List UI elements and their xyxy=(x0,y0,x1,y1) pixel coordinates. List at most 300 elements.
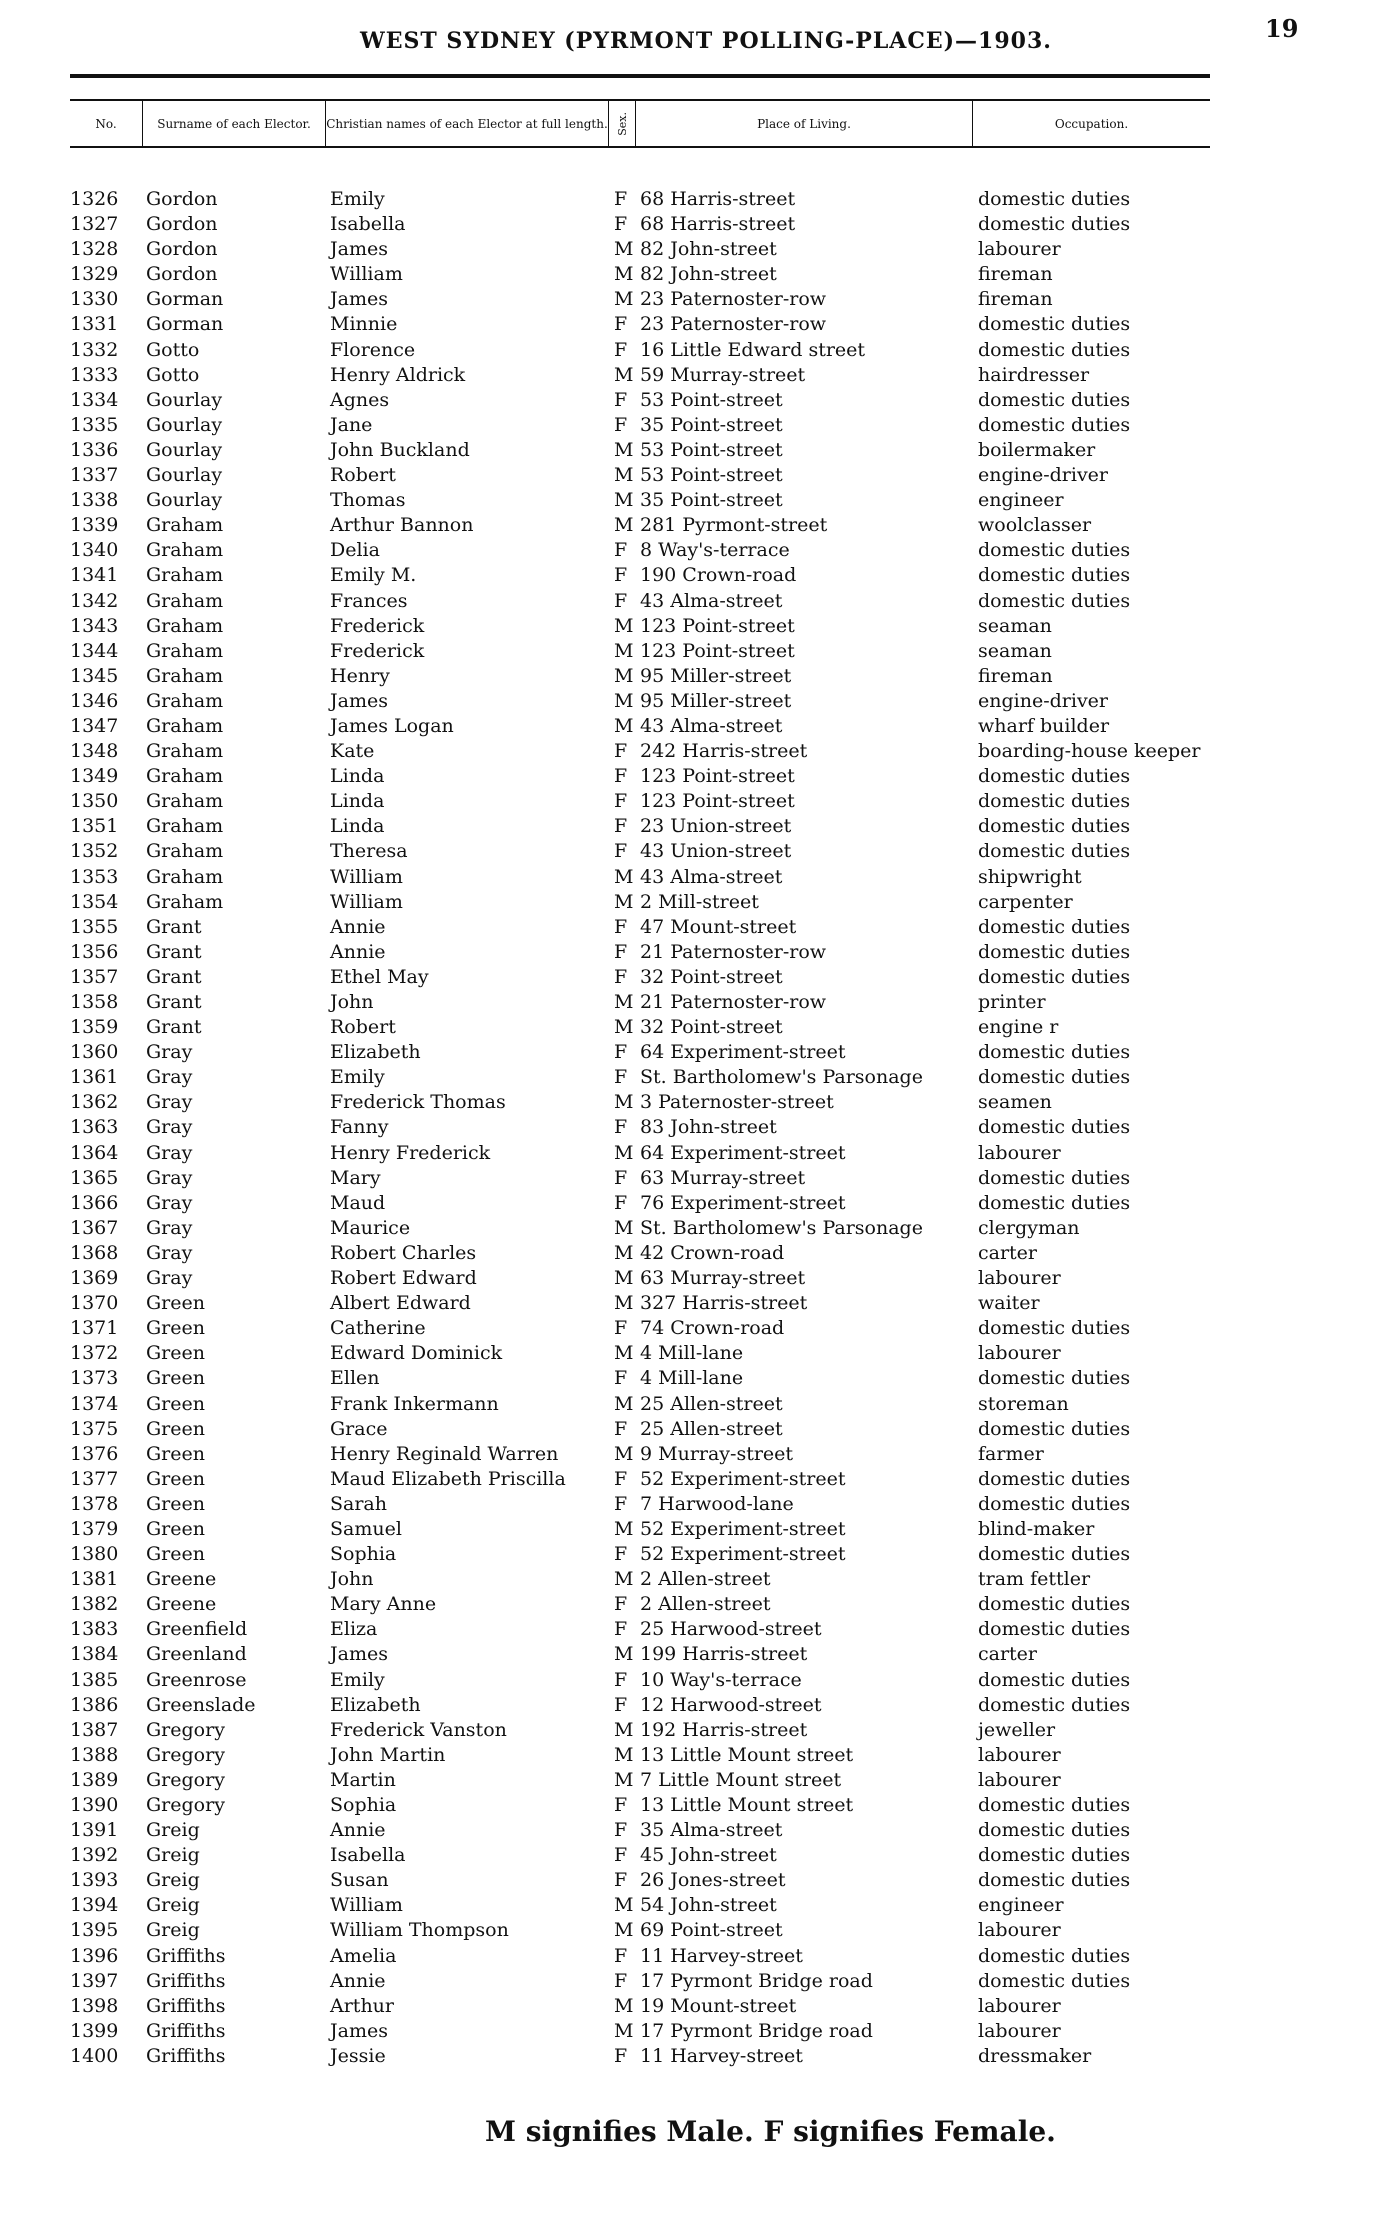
table-row xyxy=(0,1518,1382,1543)
table-row xyxy=(0,1418,1382,1443)
elector-sex: M xyxy=(614,1442,634,1465)
table-row xyxy=(0,891,1382,916)
table-row xyxy=(0,213,1382,238)
elector-sex: M xyxy=(614,1743,634,1766)
elector-christian-names: Annie xyxy=(330,1819,386,1842)
table-row xyxy=(0,514,1382,539)
elector-sex: F xyxy=(614,965,628,988)
elector-place-of-living: 123 Point-street xyxy=(640,790,795,813)
elector-number: 1362 xyxy=(70,1091,119,1114)
elector-sex: M xyxy=(614,288,634,311)
elector-sex: M xyxy=(614,1141,634,1164)
elector-christian-names: James xyxy=(330,238,388,261)
elector-occupation: domestic duties xyxy=(978,1317,1131,1340)
elector-occupation: domestic duties xyxy=(978,940,1131,963)
elector-christian-names: Robert Edward xyxy=(330,1267,477,1290)
elector-occupation: labourer xyxy=(978,2019,1061,2042)
elector-sex: M xyxy=(614,664,634,687)
table-row xyxy=(0,790,1382,815)
elector-christian-names: William xyxy=(330,865,403,888)
elector-sex: M xyxy=(614,1768,634,1791)
elector-number: 1369 xyxy=(70,1267,119,1290)
elector-sex: M xyxy=(614,714,634,737)
elector-place-of-living: 7 Harwood-lane xyxy=(640,1492,794,1515)
elector-surname: Graham xyxy=(146,790,224,813)
page-number: 19 xyxy=(1265,14,1299,43)
elector-place-of-living: 54 John-street xyxy=(640,1894,777,1917)
elector-number: 1331 xyxy=(70,313,119,336)
elector-surname: Gotto xyxy=(146,363,200,386)
elector-place-of-living: 2 Allen-street xyxy=(640,1593,771,1616)
elector-occupation: domestic duties xyxy=(978,1066,1131,1089)
elector-christian-names: Ellen xyxy=(330,1367,380,1390)
elector-sex: F xyxy=(614,1794,628,1816)
elector-occupation: carpenter xyxy=(978,890,1073,913)
table-row xyxy=(0,1593,1382,1618)
elector-sex: F xyxy=(614,1367,628,1390)
elector-christian-names: Eliza xyxy=(330,1618,378,1641)
elector-sex: M xyxy=(614,514,634,537)
elector-sex: M xyxy=(614,238,634,261)
elector-occupation: waiter xyxy=(978,1292,1040,1315)
elector-occupation: printer xyxy=(978,991,1046,1013)
elector-occupation: labourer xyxy=(978,1342,1061,1365)
elector-christian-names: Linda xyxy=(330,765,385,788)
elector-christian-names: Emily xyxy=(330,188,385,210)
elector-occupation: domestic duties xyxy=(978,1467,1131,1490)
elector-surname: Gregory xyxy=(146,1768,225,1791)
elector-surname: Gourlay xyxy=(146,388,223,411)
elector-occupation: seaman xyxy=(978,639,1052,662)
elector-number: 1344 xyxy=(70,639,119,662)
elector-place-of-living: 68 Harris-street xyxy=(640,188,796,210)
elector-occupation: domestic duties xyxy=(978,1417,1131,1440)
col-header-surname: Surname of each Elector. xyxy=(157,116,311,131)
elector-christian-names: Mary xyxy=(330,1166,381,1189)
elector-christian-names: Emily M. xyxy=(330,564,417,587)
elector-number: 1384 xyxy=(70,1643,119,1666)
elector-number: 1343 xyxy=(70,614,119,637)
elector-christian-names: Henry xyxy=(330,664,390,687)
top-rule xyxy=(70,74,1210,78)
elector-occupation: domestic duties xyxy=(978,815,1131,838)
elector-christian-names: Delia xyxy=(330,539,380,562)
elector-surname: Green xyxy=(146,1467,205,1490)
table-row xyxy=(0,690,1382,715)
elector-occupation: seamen xyxy=(978,1091,1052,1114)
elector-surname: Green xyxy=(146,1492,205,1515)
elector-number: 1373 xyxy=(70,1367,119,1390)
elector-surname: Grant xyxy=(146,915,202,938)
elector-place-of-living: 32 Point-street xyxy=(640,965,783,988)
table-row xyxy=(0,916,1382,941)
table-row xyxy=(0,665,1382,690)
elector-surname: Gordon xyxy=(146,188,218,210)
elector-number: 1350 xyxy=(70,790,119,813)
table-row xyxy=(0,1016,1382,1041)
table-row xyxy=(0,1317,1382,1342)
elector-surname: Greenfield xyxy=(146,1618,248,1641)
elector-christian-names: Isabella xyxy=(330,213,406,236)
elector-sex: F xyxy=(614,1166,628,1189)
elector-number: 1330 xyxy=(70,288,119,311)
elector-occupation: tram fettler xyxy=(978,1568,1091,1591)
elector-christian-names: Grace xyxy=(330,1417,388,1440)
table-row xyxy=(0,439,1382,464)
elector-surname: Gray xyxy=(146,1241,193,1264)
elector-surname: Graham xyxy=(146,689,224,712)
elector-surname: Gorman xyxy=(146,288,224,311)
elector-place-of-living: 25 Allen-street xyxy=(640,1417,783,1440)
elector-number: 1356 xyxy=(70,940,119,963)
table-row xyxy=(0,640,1382,665)
elector-sex: M xyxy=(614,1091,634,1114)
elector-place-of-living: 43 Union-street xyxy=(640,840,792,863)
page-title: WEST SYDNEY (PYRMONT POLLING-PLACE)—1903. xyxy=(360,28,1052,54)
elector-place-of-living: 123 Point-street xyxy=(640,614,795,637)
elector-occupation: domestic duties xyxy=(978,965,1131,988)
elector-number: 1363 xyxy=(70,1116,119,1139)
col-header-occupation: Occupation. xyxy=(1054,116,1129,131)
elector-surname: Green xyxy=(146,1543,205,1566)
elector-occupation: labourer xyxy=(978,1267,1061,1290)
elector-sex: F xyxy=(614,1693,628,1716)
elector-christian-names: Emily xyxy=(330,1066,385,1089)
elector-place-of-living: 123 Point-street xyxy=(640,639,795,662)
elector-place-of-living: 35 Point-street xyxy=(640,489,783,512)
elector-occupation: shipwright xyxy=(978,865,1082,888)
elector-christian-names: Arthur Bannon xyxy=(330,514,474,537)
elector-number: 1399 xyxy=(70,2019,119,2042)
elector-occupation: domestic duties xyxy=(978,1794,1131,1816)
elector-sex: F xyxy=(614,1668,628,1691)
elector-place-of-living: 45 John-street xyxy=(640,1844,777,1867)
elector-place-of-living: 74 Crown-road xyxy=(640,1317,785,1340)
elector-sex: F xyxy=(614,1969,628,1992)
elector-occupation: domestic duties xyxy=(978,388,1131,411)
elector-number: 1332 xyxy=(70,338,119,361)
elector-christian-names: Ethel May xyxy=(330,965,429,988)
elector-occupation: hairdresser xyxy=(978,363,1090,386)
table-row xyxy=(0,1493,1382,1518)
elector-surname: Greig xyxy=(146,1869,200,1892)
elector-sex: F xyxy=(614,1819,628,1842)
elector-sex: F xyxy=(614,1191,628,1214)
elector-sex: M xyxy=(614,1016,634,1039)
elector-surname: Greenrose xyxy=(146,1668,247,1691)
elector-surname: Greig xyxy=(146,1894,200,1917)
elector-list xyxy=(0,188,1382,2070)
elector-occupation: labourer xyxy=(978,1919,1061,1942)
elector-surname: Grant xyxy=(146,1016,202,1039)
elector-christian-names: John Martin xyxy=(330,1743,446,1766)
elector-occupation: domestic duties xyxy=(978,1191,1131,1214)
table-row xyxy=(0,489,1382,514)
elector-number: 1349 xyxy=(70,765,119,788)
elector-number: 1328 xyxy=(70,238,119,261)
table-row xyxy=(0,1091,1382,1116)
elector-surname: Greene xyxy=(146,1568,217,1591)
table-row xyxy=(0,866,1382,891)
elector-christian-names: Maud Elizabeth Priscilla xyxy=(330,1467,566,1490)
elector-number: 1377 xyxy=(70,1467,119,1490)
elector-place-of-living: 43 Alma-street xyxy=(640,714,783,737)
table-row xyxy=(0,765,1382,790)
elector-sex: F xyxy=(614,1618,628,1641)
table-row xyxy=(0,2045,1382,2070)
elector-number: 1374 xyxy=(70,1392,119,1415)
table-row xyxy=(0,1543,1382,1568)
table-row xyxy=(0,941,1382,966)
table-row xyxy=(0,1568,1382,1593)
table-row xyxy=(0,238,1382,263)
elector-christian-names: Mary Anne xyxy=(330,1593,437,1616)
elector-sex: M xyxy=(614,1267,634,1290)
table-row xyxy=(0,313,1382,338)
table-row xyxy=(0,263,1382,288)
elector-sex: F xyxy=(614,564,628,587)
elector-number: 1352 xyxy=(70,840,119,863)
elector-sex: M xyxy=(614,2019,634,2042)
elector-sex: M xyxy=(614,1241,634,1264)
elector-occupation: domestic duties xyxy=(978,1969,1131,1992)
elector-place-of-living: 76 Experiment-street xyxy=(640,1191,846,1214)
elector-surname: Graham xyxy=(146,564,224,587)
table-row xyxy=(0,188,1382,213)
elector-surname: Gray xyxy=(146,1141,193,1164)
elector-occupation: dressmaker xyxy=(978,2044,1092,2067)
elector-christian-names: Sarah xyxy=(330,1492,387,1515)
elector-place-of-living: 123 Point-street xyxy=(640,765,795,788)
elector-number: 1348 xyxy=(70,740,119,763)
table-row xyxy=(0,1794,1382,1819)
elector-surname: Graham xyxy=(146,664,224,687)
elector-number: 1366 xyxy=(70,1191,119,1214)
elector-surname: Gregory xyxy=(146,1743,225,1766)
table-row xyxy=(0,288,1382,313)
elector-occupation: domestic duties xyxy=(978,539,1131,562)
elector-sex: F xyxy=(614,589,628,612)
elector-occupation: domestic duties xyxy=(978,1944,1131,1967)
elector-occupation: boarding-house keeper xyxy=(978,740,1201,763)
elector-occupation: labourer xyxy=(978,1743,1061,1766)
elector-place-of-living: 17 Pyrmont Bridge road xyxy=(640,2019,873,2042)
elector-number: 1346 xyxy=(70,689,119,712)
col-header-no: No. xyxy=(95,116,117,131)
elector-surname: Gray xyxy=(146,1216,193,1239)
elector-number: 1396 xyxy=(70,1944,119,1967)
elector-number: 1392 xyxy=(70,1844,119,1867)
elector-sex: M xyxy=(614,438,634,461)
elector-number: 1335 xyxy=(70,413,119,436)
elector-surname: Gourlay xyxy=(146,464,223,487)
elector-surname: Gotto xyxy=(146,338,200,361)
elector-christian-names: Robert xyxy=(330,464,396,487)
elector-place-of-living: 52 Experiment-street xyxy=(640,1543,846,1566)
elector-place-of-living: 63 Murray-street xyxy=(640,1267,806,1290)
elector-place-of-living: 13 Little Mount street xyxy=(640,1794,854,1816)
elector-surname: Gray xyxy=(146,1116,193,1139)
elector-christian-names: Annie xyxy=(330,915,386,938)
elector-surname: Green xyxy=(146,1442,205,1465)
elector-place-of-living: St. Bartholomew's Parsonage xyxy=(640,1216,923,1239)
elector-number: 1337 xyxy=(70,464,119,487)
elector-surname: Green xyxy=(146,1342,205,1365)
elector-occupation: domestic duties xyxy=(978,1367,1131,1390)
table-row xyxy=(0,1242,1382,1267)
elector-surname: Green xyxy=(146,1517,205,1540)
elector-surname: Gray xyxy=(146,1191,193,1214)
table-row xyxy=(0,1995,1382,2020)
elector-number: 1354 xyxy=(70,890,119,913)
elector-christian-names: James xyxy=(330,288,388,311)
elector-number: 1353 xyxy=(70,865,119,888)
header-bottom-rule xyxy=(70,146,1210,148)
elector-number: 1342 xyxy=(70,589,119,612)
elector-surname: Greig xyxy=(146,1919,200,1942)
elector-sex: M xyxy=(614,1718,634,1741)
elector-christian-names: Elizabeth xyxy=(330,1041,421,1064)
elector-sex: F xyxy=(614,539,628,562)
elector-surname: Graham xyxy=(146,740,224,763)
elector-surname: Green xyxy=(146,1417,205,1440)
elector-occupation: domestic duties xyxy=(978,1819,1131,1842)
elector-sex: M xyxy=(614,363,634,386)
elector-number: 1400 xyxy=(70,2044,119,2067)
elector-sex: M xyxy=(614,1568,634,1591)
elector-sex: F xyxy=(614,1066,628,1089)
elector-surname: Graham xyxy=(146,539,224,562)
elector-surname: Gorman xyxy=(146,313,224,336)
elector-number: 1334 xyxy=(70,388,119,411)
elector-occupation: labourer xyxy=(978,1141,1061,1164)
elector-christian-names: John Buckland xyxy=(330,438,470,461)
table-row xyxy=(0,1468,1382,1493)
table-row xyxy=(0,464,1382,489)
elector-christian-names: Minnie xyxy=(330,313,398,336)
elector-surname: Green xyxy=(146,1317,205,1340)
elector-surname: Graham xyxy=(146,815,224,838)
elector-christian-names: Annie xyxy=(330,940,386,963)
elector-occupation: domestic duties xyxy=(978,1492,1131,1515)
elector-surname: Gray xyxy=(146,1091,193,1114)
table-row xyxy=(0,615,1382,640)
elector-sex: F xyxy=(614,1869,628,1892)
elector-number: 1368 xyxy=(70,1241,119,1264)
elector-occupation: domestic duties xyxy=(978,564,1131,587)
elector-christian-names: Florence xyxy=(330,338,416,361)
elector-number: 1355 xyxy=(70,915,119,938)
table-row xyxy=(0,966,1382,991)
table-row xyxy=(0,840,1382,865)
elector-place-of-living: 53 Point-street xyxy=(640,464,783,487)
elector-christian-names: John xyxy=(330,1568,374,1591)
elector-occupation: jeweller xyxy=(978,1718,1056,1741)
elector-place-of-living: 2 Mill-street xyxy=(640,890,759,913)
elector-christian-names: Fanny xyxy=(330,1116,389,1139)
elector-place-of-living: 25 Allen-street xyxy=(640,1392,783,1415)
elector-christian-names: Thomas xyxy=(330,489,406,512)
elector-number: 1391 xyxy=(70,1819,119,1842)
elector-place-of-living: 52 Experiment-street xyxy=(640,1517,846,1540)
elector-christian-names: Albert Edward xyxy=(330,1292,471,1315)
table-row xyxy=(0,1393,1382,1418)
elector-surname: Greig xyxy=(146,1844,200,1867)
elector-occupation: domestic duties xyxy=(978,1618,1131,1641)
table-row xyxy=(0,1292,1382,1317)
elector-christian-names: Amelia xyxy=(330,1944,397,1967)
elector-christian-names: Henry Aldrick xyxy=(330,363,466,386)
elector-place-of-living: 199 Harris-street xyxy=(640,1643,808,1666)
elector-place-of-living: 69 Point-street xyxy=(640,1919,783,1942)
elector-christian-names: William xyxy=(330,1894,403,1917)
table-row xyxy=(0,2020,1382,2045)
elector-occupation: domestic duties xyxy=(978,1041,1131,1064)
elector-sex: M xyxy=(614,1517,634,1540)
elector-place-of-living: 9 Murray-street xyxy=(640,1442,794,1465)
elector-sex: F xyxy=(614,1844,628,1867)
elector-occupation: labourer xyxy=(978,1994,1061,2017)
table-row xyxy=(0,564,1382,589)
header-top-rule xyxy=(70,99,1210,101)
elector-occupation: boilermaker xyxy=(978,438,1096,461)
elector-christian-names: Edward Dominick xyxy=(330,1342,503,1365)
table-row xyxy=(0,1894,1382,1919)
elector-place-of-living: 19 Mount-street xyxy=(640,1994,797,2017)
elector-christian-names: William xyxy=(330,263,403,286)
elector-sex: M xyxy=(614,614,634,637)
elector-surname: Griffiths xyxy=(146,1994,226,2017)
elector-surname: Gray xyxy=(146,1041,193,1064)
elector-number: 1365 xyxy=(70,1166,119,1189)
elector-place-of-living: 12 Harwood-street xyxy=(640,1693,822,1716)
table-row xyxy=(0,389,1382,414)
elector-number: 1358 xyxy=(70,991,119,1013)
elector-number: 1327 xyxy=(70,213,119,236)
elector-christian-names: Emily xyxy=(330,1668,385,1691)
elector-number: 1382 xyxy=(70,1593,119,1616)
elector-occupation: carter xyxy=(978,1643,1038,1666)
elector-sex: F xyxy=(614,413,628,436)
elector-christian-names: William xyxy=(330,890,403,913)
elector-number: 1390 xyxy=(70,1794,119,1816)
elector-occupation: domestic duties xyxy=(978,1668,1131,1691)
table-row xyxy=(0,1142,1382,1167)
table-row xyxy=(0,1643,1382,1668)
elector-place-of-living: 26 Jones-street xyxy=(640,1869,786,1892)
table-row xyxy=(0,1945,1382,1970)
elector-christian-names: Catherine xyxy=(330,1317,426,1340)
table-row xyxy=(0,1192,1382,1217)
elector-place-of-living: 53 Point-street xyxy=(640,388,783,411)
elector-number: 1364 xyxy=(70,1141,119,1164)
elector-number: 1347 xyxy=(70,714,119,737)
table-row xyxy=(0,815,1382,840)
elector-sex: F xyxy=(614,1041,628,1064)
elector-sex: F xyxy=(614,213,628,236)
elector-surname: Gourlay xyxy=(146,489,223,512)
elector-occupation: domestic duties xyxy=(978,1543,1131,1566)
elector-number: 1338 xyxy=(70,489,119,512)
elector-surname: Gordon xyxy=(146,263,218,286)
elector-sex: M xyxy=(614,1216,634,1239)
elector-occupation: fireman xyxy=(978,263,1053,286)
elector-place-of-living: 327 Harris-street xyxy=(640,1292,808,1315)
elector-number: 1351 xyxy=(70,815,119,838)
elector-place-of-living: 8 Way's-terrace xyxy=(640,539,790,562)
elector-sex: M xyxy=(614,865,634,888)
elector-number: 1393 xyxy=(70,1869,119,1892)
